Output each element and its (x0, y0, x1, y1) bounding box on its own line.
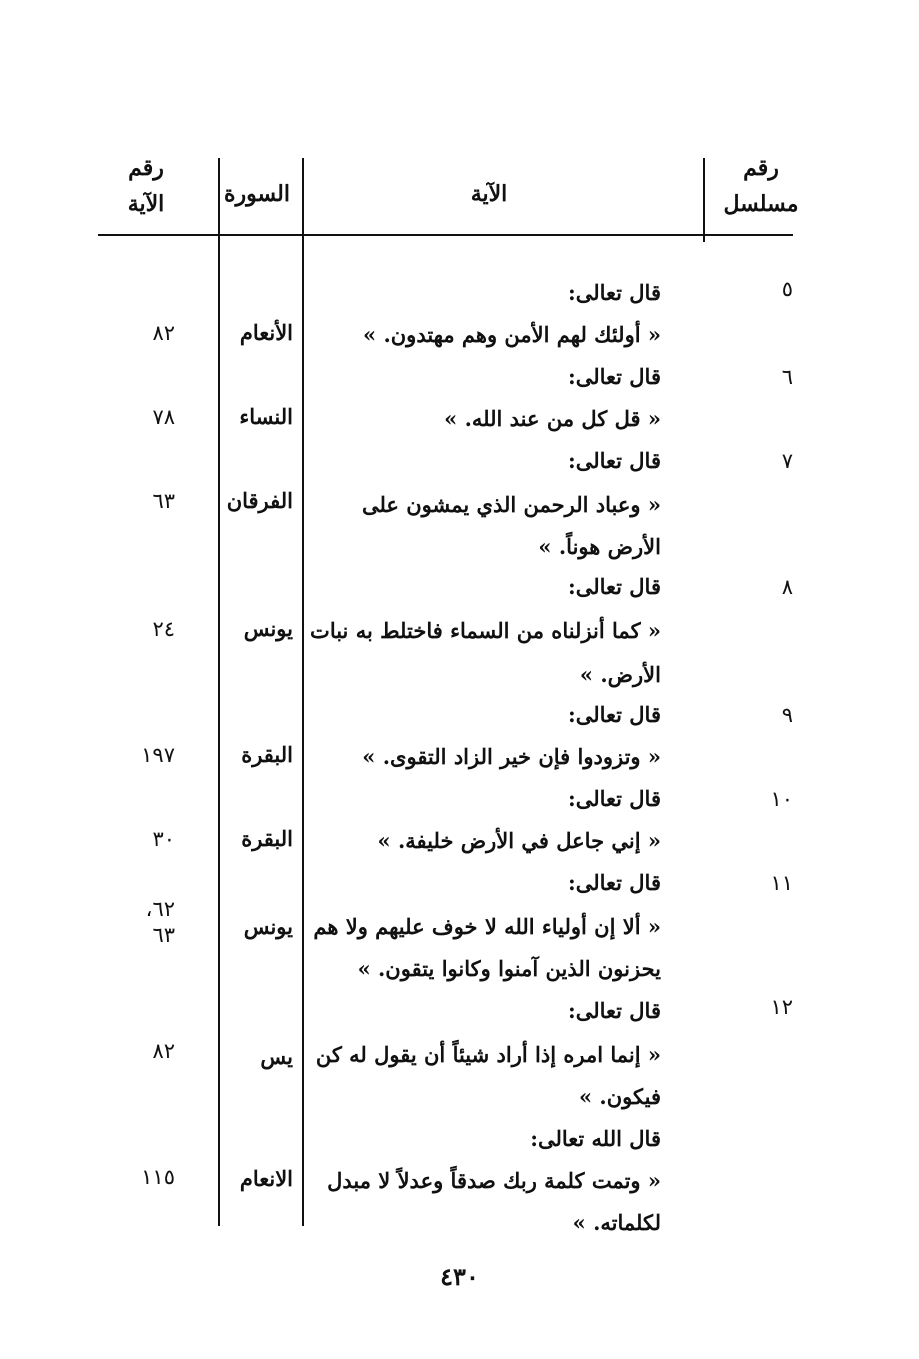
row-verse-line: « إني جاعل في الأرض خليفة. » (377, 828, 661, 853)
row-ayah: ٧٨ (152, 405, 175, 429)
row-serial: ١١ (770, 871, 793, 895)
row-verse-line: « إنما امره إذا أراد شيئاً أن يقول له كن (315, 1042, 661, 1067)
row-verse-line: يحزنون الذين آمنوا وكانوا يتقون. » (357, 956, 661, 981)
row-intro: قال تعالى: (567, 786, 661, 811)
row-verse-line: فيكون. » (579, 1084, 661, 1109)
row-verse-line: « ألا إن أولياء الله لا خوف عليهم ولا هم (313, 914, 661, 939)
row-verse-line: « قل كل من عند الله. » (444, 406, 661, 431)
row-serial: ٧ (781, 449, 793, 473)
page-number: ٤٣٠ (440, 1262, 479, 1291)
row-ayah: ٢٤ (152, 617, 175, 641)
row-intro: قال تعالى: (567, 574, 661, 599)
header-ayah (111, 150, 181, 222)
row-surah: يونس (243, 616, 293, 641)
row-intro: قال تعالى: (567, 448, 661, 473)
row-serial: ٦ (781, 365, 793, 389)
row-ayah: ٣٠ (152, 827, 175, 851)
header-rule (98, 234, 793, 236)
row-serial: ١٠ (770, 787, 793, 811)
header-verse: الآية (470, 181, 508, 207)
row-serial: ٥ (781, 277, 793, 301)
row-surah: الأنعام (239, 320, 293, 345)
row-verse-line: لكلماته. » (572, 1210, 661, 1235)
row-surah: البقرة (241, 826, 293, 851)
column-rule-verse (302, 158, 304, 1226)
row-intro: قال تعالى: (567, 870, 661, 895)
row-serial: ٩ (781, 703, 793, 727)
row-surah: البقرة (241, 742, 293, 767)
header-serial-line1: رقم (743, 155, 779, 181)
row-surah: يس (260, 1044, 293, 1069)
row-ayah: ١١٥ (141, 1165, 175, 1189)
row-surah: يونس (243, 914, 293, 939)
row-intro: قال تعالى: (567, 998, 661, 1023)
header-serial-line2: مسلسل (723, 191, 799, 217)
header-surah: السورة (224, 181, 290, 207)
row-verse-line: « أولئك لهم الأمن وهم مهتدون. » (363, 322, 661, 347)
row-serial: ٨ (781, 575, 793, 599)
row-intro: قال الله تعالى: (530, 1126, 661, 1151)
row-ayah-line2: ٦٣ (152, 923, 175, 947)
row-verse-line: « وتزودوا فإن خير الزاد التقوى. » (362, 744, 661, 769)
row-ayah: ٦٣ (152, 489, 175, 513)
header-ayah-line2: الآية (127, 191, 165, 217)
row-ayah: ١٩٧ (141, 743, 175, 767)
row-verse-line: « كما أنزلناه من السماء فاختلط به نبات (310, 618, 661, 643)
row-surah: الانعام (239, 1166, 293, 1191)
row-surah: الفرقان (226, 488, 293, 513)
row-intro: قال تعالى: (567, 280, 661, 305)
column-rule-surah (218, 158, 220, 1226)
row-verse-line: الأرض هوناً. » (538, 534, 661, 559)
header-ayah-line1: رقم (128, 155, 164, 181)
row-surah: النساء (239, 404, 293, 429)
row-ayah: ٨٢ (152, 1039, 175, 1063)
row-verse-line: « وعباد الرحمن الذي يمشون على (361, 492, 661, 517)
row-intro: قال تعالى: (567, 364, 661, 389)
row-verse-line: الأرض. » (579, 662, 661, 687)
row-intro: قال تعالى: (567, 702, 661, 727)
row-ayah: ٨٢ (152, 321, 175, 345)
row-ayah: ٦٢، (145, 897, 175, 921)
column-rule-serial (703, 158, 705, 242)
row-verse-line: « وتمت كلمة ربك صدقاً وعدلاً لا مبدل (327, 1168, 661, 1193)
header-serial (721, 150, 801, 222)
row-serial: ١٢ (770, 995, 793, 1019)
